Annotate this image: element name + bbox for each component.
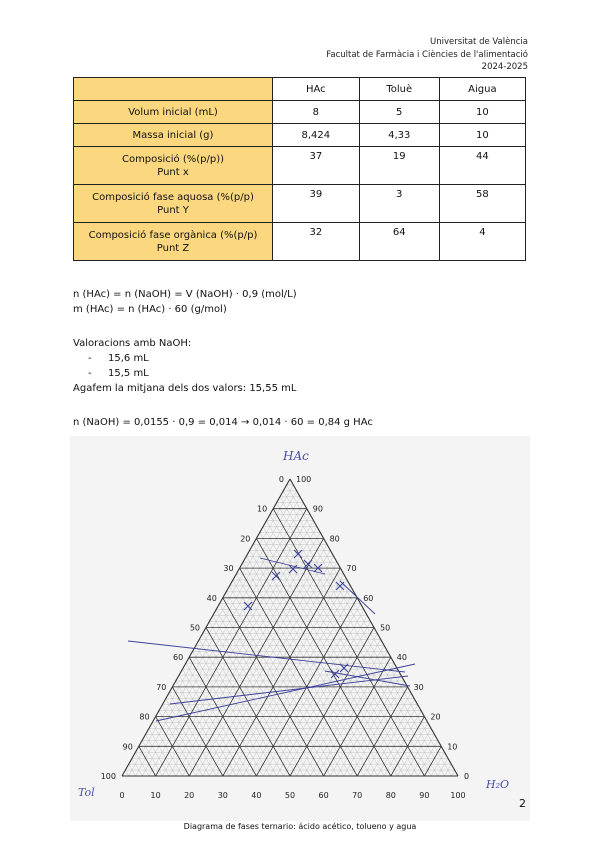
left-tick-label: 20 [240,534,251,544]
left-tick-label: 100 [100,772,116,781]
bottom-tick-label: 10 [150,791,161,800]
left-tick-label: 50 [189,623,200,633]
table-cell: 32 [273,223,360,261]
left-tick-label: 80 [139,712,150,722]
left-tick-label: 60 [173,653,184,663]
left-tick-label: 40 [206,593,217,603]
bottom-tick-label: 20 [184,791,195,800]
table-row [74,223,526,261]
row-label-text: Composició fase orgànica (%(p/p) [88,229,258,241]
bullet-dash: - [88,353,92,364]
page-number: 2 [519,797,526,810]
table-row [74,147,526,185]
right-tick-label: 90 [312,504,323,514]
bottom-tick-label: 40 [251,791,262,800]
table-cell: 37 [273,147,360,185]
left-tick-label: 0 [278,475,284,484]
row-label [74,223,273,261]
valoracio-value: 15,5 mL [108,368,149,379]
academic-year: 2024-2025 [481,62,528,72]
row-label [74,147,273,185]
row-point-label: Punt Y [157,204,189,216]
right-tick-label: 40 [396,653,407,663]
valoracio-item [88,367,149,381]
valoracio-value: 15,6 mL [108,353,149,364]
table-cell: 4 [439,223,525,261]
table-row [74,185,526,223]
table-cell: 4,33 [359,124,439,147]
right-tick-label: 0 [464,772,470,781]
table-cell: 5 [359,101,439,124]
faculty-name: Facultat de Farmàcia i Ciències de l'alimentació [326,49,528,60]
bullet-dash: - [88,368,92,379]
water-vertex-label: H₂O [486,778,510,791]
table-header-row [74,78,526,101]
calculation-text: n (NaOH) = 0,0155 · 0,9 = 0,014 → 0,014 · 60 = 0,84 g HAc [73,417,373,428]
left-tick-label: 10 [257,504,268,514]
table-cell: 19 [359,147,439,185]
table-cell: 10 [439,124,525,147]
bottom-tick-label: 90 [419,791,430,800]
right-tick-label: 70 [346,564,357,574]
right-tick-label: 30 [413,682,424,692]
bottom-tick-label: 50 [284,791,296,800]
left-tick-label: 90 [122,742,133,752]
bottom-tick-label: 30 [217,791,228,800]
row-label [74,185,273,223]
row-point-label: Punt Z [156,242,190,254]
bottom-tick-label: 100 [450,791,466,800]
row-label-text: Massa inicial (g) [132,129,214,141]
left-tick-label: 30 [223,564,234,574]
valoracions-title: Valoracions amb NaOH: [73,338,192,349]
bottom-tick-label: 70 [352,791,363,800]
toluene-vertex-label: Tol [78,786,95,799]
hac-vertex-label: HAc [283,449,309,463]
column-header-toluene: Toluè [359,78,439,101]
table-row [74,124,526,147]
row-point-label: Punt x [157,166,189,178]
formula-moles: n (HAc) = n (NaOH) = V (NaOH) · 0,9 (mol/L) [73,289,297,300]
formula-mass: m (HAc) = n (HAc) · 60 (g/mol) [73,304,227,315]
table-cell: 39 [273,185,360,223]
table-cell: 64 [359,223,439,261]
diagram-caption: Diagrama de fases ternario: ácido acético, tolueno y agua [183,822,417,831]
table-cell: 58 [439,185,525,223]
right-tick-label: 50 [380,623,391,633]
scan-background [70,436,530,821]
table-row [74,101,526,124]
mitjana-text: Agafem la mitjana dels dos valors: 15,55 mL [73,383,297,394]
table-cell: 44 [439,147,525,185]
row-label [74,124,273,147]
row-label [74,101,273,124]
right-tick-label: 60 [363,593,374,603]
ternary-phase-diagram [70,436,530,821]
row-label-text: Volum inicial (mL) [128,106,218,118]
table-cell: 10 [439,101,525,124]
row-label-text: Composició fase aquosa (%(p/p) [92,191,254,203]
university-name: Universitat de València [429,37,528,47]
bottom-tick-label: 60 [318,791,329,800]
table-cell: 8 [273,101,360,124]
right-tick-label: 80 [329,534,340,544]
bottom-tick-label: 80 [385,791,396,800]
left-tick-label: 70 [156,682,167,692]
row-label-text: Composició (%(p/p)) [121,153,225,165]
right-tick-label: 100 [296,475,312,484]
right-tick-label: 20 [430,712,441,722]
bottom-tick-label: 0 [119,791,125,800]
table-cell: 3 [359,185,439,223]
column-header-water: Aigua [439,78,525,101]
right-tick-label: 10 [447,742,458,752]
column-header-hac: HAc [273,78,360,101]
valoracio-item [88,352,149,366]
table-corner-cell [74,78,273,101]
table-cell: 8,424 [273,124,360,147]
document-header [326,36,528,74]
composition-table [73,77,526,261]
